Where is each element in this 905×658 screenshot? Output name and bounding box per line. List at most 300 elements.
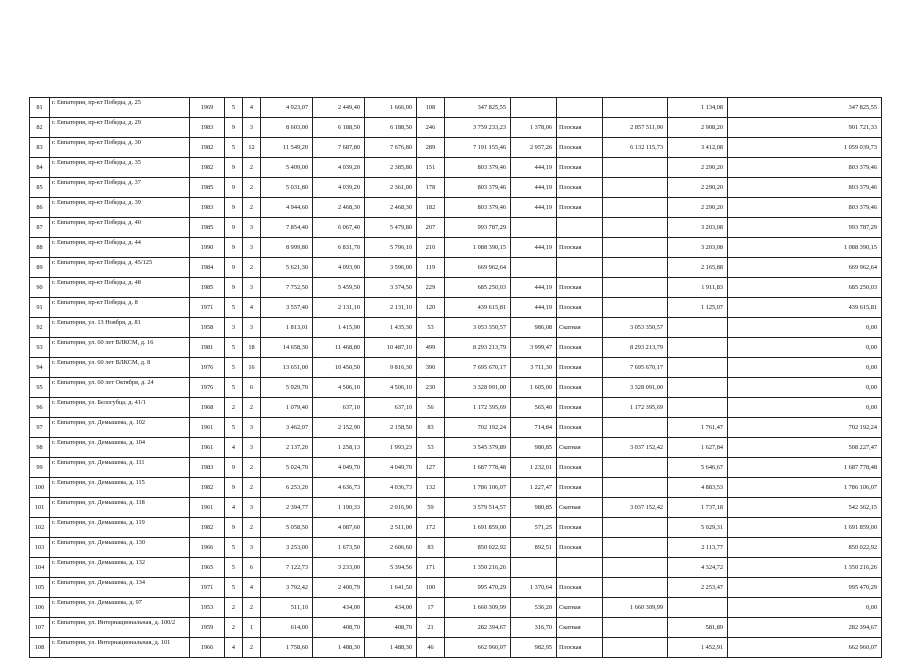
cell-entrances: 3 xyxy=(243,118,261,138)
cell-living-area: 2 400,79 xyxy=(313,578,365,598)
cell-roof-type: Плоская xyxy=(557,338,603,358)
cell-row-number: 90 xyxy=(30,278,50,298)
cell-floors: 9 xyxy=(225,518,243,538)
cell-year-built: 1966 xyxy=(190,538,225,558)
cell-roof-type: Плоская xyxy=(557,358,603,378)
cell-year-built: 1976 xyxy=(190,378,225,398)
cell-total-cost: 662 960,07 xyxy=(445,638,511,658)
cell-year-built: 1983 xyxy=(190,198,225,218)
cell-residents: 182 xyxy=(417,198,445,218)
cell-year-built: 1968 xyxy=(190,398,225,418)
cell-residential-area: 2 606,60 xyxy=(365,538,417,558)
cell-entrances: 3 xyxy=(243,498,261,518)
cell-residents: 119 xyxy=(417,258,445,278)
cell-residents: 53 xyxy=(417,318,445,338)
cell-residential-area: 1 488,30 xyxy=(365,638,417,658)
cell-year-built: 1981 xyxy=(190,338,225,358)
cell-address: г. Евпатория, ул. Демышева, д. 119 xyxy=(50,518,190,538)
cell-row-number: 104 xyxy=(30,558,50,578)
cell-remaining-cost: 662 960,07 xyxy=(728,638,882,658)
cell-unit-cost: 1 370,64 xyxy=(511,578,557,598)
cell-total-area: 5 621,30 xyxy=(261,258,313,278)
cell-total-cost: 1 660 309,99 xyxy=(445,598,511,618)
cell-year-built: 1985 xyxy=(190,278,225,298)
cell-entrances: 2 xyxy=(243,458,261,478)
cell-year-built: 1965 xyxy=(190,558,225,578)
cell-residential-area: 4 049,70 xyxy=(365,458,417,478)
cell-residents: 100 xyxy=(417,578,445,598)
cell-total-area: 6 253,20 xyxy=(261,478,313,498)
cell-living-area: 11 468,80 xyxy=(313,338,365,358)
cell-unit-cost: 571,25 xyxy=(511,518,557,538)
cell-row-number: 84 xyxy=(30,158,50,178)
cell-total-area: 8 999,80 xyxy=(261,238,313,258)
table-row xyxy=(30,138,882,158)
cell-remaining-cost: 347 825,55 xyxy=(728,98,882,118)
cell-total-area: 11 549,20 xyxy=(261,138,313,158)
cell-row-number: 98 xyxy=(30,438,50,458)
cell-year-built: 1982 xyxy=(190,518,225,538)
cell-remaining-cost: 702 192,24 xyxy=(728,418,882,438)
cell-floors: 9 xyxy=(225,458,243,478)
cell-living-area: 2 152,90 xyxy=(313,418,365,438)
cell-total-area: 1 758,60 xyxy=(261,638,313,658)
cell-year-built: 1953 xyxy=(190,598,225,618)
cell-remaining-cost: 993 787,29 xyxy=(728,218,882,238)
cell-floors: 9 xyxy=(225,238,243,258)
cell-floors: 5 xyxy=(225,358,243,378)
table-row xyxy=(30,218,882,238)
cell-floors: 2 xyxy=(225,398,243,418)
cell-residents: 132 xyxy=(417,478,445,498)
cell-residents: 108 xyxy=(417,98,445,118)
cell-roof-cost: 3 053 350,57 xyxy=(603,318,668,338)
cell-living-area: 4 039,20 xyxy=(313,178,365,198)
cell-remaining-cost: 508 227,47 xyxy=(728,438,882,458)
cell-total-cost: 439 615,81 xyxy=(445,298,511,318)
cell-roof-type xyxy=(557,258,603,278)
cell-address: г. Евпатория, пр-кт Победы, д. 40 xyxy=(50,218,190,238)
cell-total-area: 1 079,40 xyxy=(261,398,313,418)
cell-floors: 5 xyxy=(225,418,243,438)
cell-address: г. Евпатория, ул. Демышева, д. 132 xyxy=(50,558,190,578)
cell-residents: 499 xyxy=(417,338,445,358)
cell-total-cost: 7 191 155,46 xyxy=(445,138,511,158)
cell-total-cost: 803 379,46 xyxy=(445,178,511,198)
cell-floors: 9 xyxy=(225,278,243,298)
cell-residential-area: 1 666,00 xyxy=(365,98,417,118)
cell-residential-area: 2 361,00 xyxy=(365,178,417,198)
cell-entrances: 2 xyxy=(243,478,261,498)
cell-reserve: 2 253,47 xyxy=(668,578,728,598)
cell-total-area: 4 944,60 xyxy=(261,198,313,218)
cell-roof-type xyxy=(557,218,603,238)
cell-entrances: 2 xyxy=(243,598,261,618)
cell-unit-cost: 565,40 xyxy=(511,398,557,418)
table-row xyxy=(30,278,882,298)
cell-unit-cost: 3 999,47 xyxy=(511,338,557,358)
cell-total-area: 5 058,50 xyxy=(261,518,313,538)
cell-remaining-cost: 1 059 039,73 xyxy=(728,138,882,158)
cell-roof-cost xyxy=(603,518,668,538)
cell-address: г. Евпатория, ул. Белогубца, д. 41/1 xyxy=(50,398,190,418)
cell-row-number: 101 xyxy=(30,498,50,518)
cell-address: г. Евпатория, пр-кт Победы, д. 48 xyxy=(50,278,190,298)
cell-roof-type: Скатная xyxy=(557,318,603,338)
cell-roof-cost: 8 293 213,79 xyxy=(603,338,668,358)
cell-row-number: 106 xyxy=(30,598,50,618)
cell-total-cost: 3 545 379,89 xyxy=(445,438,511,458)
cell-entrances: 3 xyxy=(243,438,261,458)
cell-roof-type: Плоская xyxy=(557,518,603,538)
cell-living-area: 10 450,50 xyxy=(313,358,365,378)
cell-entrances: 2 xyxy=(243,518,261,538)
cell-residential-area: 2 385,80 xyxy=(365,158,417,178)
cell-remaining-cost: 542 362,15 xyxy=(728,498,882,518)
cell-living-area: 4 049,70 xyxy=(313,458,365,478)
cell-row-number: 88 xyxy=(30,238,50,258)
cell-remaining-cost: 803 379,46 xyxy=(728,158,882,178)
cell-roof-cost: 3 037 152,42 xyxy=(603,498,668,518)
cell-row-number: 85 xyxy=(30,178,50,198)
cell-roof-type: Скатная xyxy=(557,438,603,458)
cell-reserve xyxy=(668,318,728,338)
cell-reserve: 1 627,84 xyxy=(668,438,728,458)
cell-unit-cost: 444,19 xyxy=(511,278,557,298)
table-row xyxy=(30,638,882,658)
cell-living-area: 6 188,50 xyxy=(313,118,365,138)
cell-year-built: 1990 xyxy=(190,238,225,258)
cell-residential-area: 4 506,10 xyxy=(365,378,417,398)
cell-roof-type: Скатная xyxy=(557,498,603,518)
cell-reserve xyxy=(668,338,728,358)
cell-entrances: 2 xyxy=(243,638,261,658)
cell-total-cost: 1 786 106,07 xyxy=(445,478,511,498)
cell-residents: 46 xyxy=(417,638,445,658)
cell-residents: 210 xyxy=(417,238,445,258)
cell-total-cost: 8 293 213,79 xyxy=(445,338,511,358)
cell-residential-area: 7 676,80 xyxy=(365,138,417,158)
cell-roof-cost xyxy=(603,418,668,438)
table-row xyxy=(30,558,882,578)
cell-residential-area: 5 479,80 xyxy=(365,218,417,238)
cell-unit-cost: 444,19 xyxy=(511,298,557,318)
cell-address: г. Евпатория, пр-кт Победы, д. 35 xyxy=(50,158,190,178)
cell-residents: 171 xyxy=(417,558,445,578)
cell-address: г. Евпатория, пр-кт Победы, д. 8 xyxy=(50,298,190,318)
cell-row-number: 102 xyxy=(30,518,50,538)
cell-living-area: 2 468,30 xyxy=(313,198,365,218)
cell-roof-cost xyxy=(603,98,668,118)
cell-roof-type: Скатная xyxy=(557,618,603,638)
cell-entrances: 12 xyxy=(243,138,261,158)
cell-roof-type: Плоская xyxy=(557,118,603,138)
table-row xyxy=(30,338,882,358)
cell-floors: 9 xyxy=(225,198,243,218)
cell-remaining-cost: 1 687 778,48 xyxy=(728,458,882,478)
cell-entrances: 1 xyxy=(243,618,261,638)
cell-total-cost: 1 350 216,26 xyxy=(445,558,511,578)
cell-total-area: 3 253,00 xyxy=(261,538,313,558)
cell-unit-cost: 980,85 xyxy=(511,438,557,458)
cell-residents: 120 xyxy=(417,298,445,318)
cell-roof-type: Плоская xyxy=(557,538,603,558)
cell-reserve: 4 883,53 xyxy=(668,478,728,498)
table-row xyxy=(30,478,882,498)
cell-roof-type: Плоская xyxy=(557,458,603,478)
cell-unit-cost: 444,19 xyxy=(511,238,557,258)
cell-unit-cost xyxy=(511,258,557,278)
cell-entrances: 3 xyxy=(243,538,261,558)
cell-residential-area: 6 188,50 xyxy=(365,118,417,138)
cell-entrances: 18 xyxy=(243,338,261,358)
cell-remaining-cost: 0,00 xyxy=(728,318,882,338)
cell-row-number: 83 xyxy=(30,138,50,158)
cell-year-built: 1985 xyxy=(190,218,225,238)
cell-living-area: 1 190,33 xyxy=(313,498,365,518)
cell-reserve xyxy=(668,598,728,618)
table-row xyxy=(30,358,882,378)
cell-year-built: 1971 xyxy=(190,578,225,598)
table-row xyxy=(30,198,882,218)
cell-unit-cost: 1 605,00 xyxy=(511,378,557,398)
cell-residents: 127 xyxy=(417,458,445,478)
cell-roof-cost: 1 660 309,99 xyxy=(603,598,668,618)
cell-unit-cost: 1 227,47 xyxy=(511,478,557,498)
table-row xyxy=(30,178,882,198)
cell-residential-area: 2 511,00 xyxy=(365,518,417,538)
cell-unit-cost: 2 957,26 xyxy=(511,138,557,158)
cell-row-number: 86 xyxy=(30,198,50,218)
cell-row-number: 107 xyxy=(30,618,50,638)
cell-roof-cost xyxy=(603,258,668,278)
cell-remaining-cost: 901 721,33 xyxy=(728,118,882,138)
cell-total-cost: 803 379,46 xyxy=(445,198,511,218)
cell-roof-cost xyxy=(603,278,668,298)
cell-remaining-cost: 1 088 390,15 xyxy=(728,238,882,258)
cell-residents: 151 xyxy=(417,158,445,178)
cell-address: г. Евпатория, ул. 60 лет ВЛКСМ, д. 8 xyxy=(50,358,190,378)
cell-address: г. Евпатория, пр-кт Победы, д. 37 xyxy=(50,178,190,198)
cell-address: г. Евпатория, пр-кт Победы, д. 44 xyxy=(50,238,190,258)
cell-reserve: 2 290,20 xyxy=(668,178,728,198)
cell-remaining-cost: 0,00 xyxy=(728,358,882,378)
cell-entrances: 3 xyxy=(243,418,261,438)
cell-total-area: 5 031,80 xyxy=(261,178,313,198)
cell-remaining-cost: 669 962,64 xyxy=(728,258,882,278)
cell-floors: 2 xyxy=(225,618,243,638)
cell-remaining-cost: 803 379,46 xyxy=(728,198,882,218)
cell-reserve: 3 203,08 xyxy=(668,218,728,238)
cell-floors: 9 xyxy=(225,218,243,238)
cell-entrances: 4 xyxy=(243,298,261,318)
cell-row-number: 103 xyxy=(30,538,50,558)
cell-entrances: 2 xyxy=(243,258,261,278)
cell-address: г. Евпатория, ул. Демышева, д. 130 xyxy=(50,538,190,558)
cell-address: г. Евпатория, пр-кт Победы, д. 45/125 xyxy=(50,258,190,278)
cell-unit-cost: 986,08 xyxy=(511,318,557,338)
cell-floors: 5 xyxy=(225,338,243,358)
cell-reserve: 581,89 xyxy=(668,618,728,638)
table-row xyxy=(30,318,882,338)
cell-row-number: 87 xyxy=(30,218,50,238)
cell-living-area: 4 093,90 xyxy=(313,258,365,278)
cell-row-number: 81 xyxy=(30,98,50,118)
table-row xyxy=(30,98,882,118)
cell-roof-cost xyxy=(603,218,668,238)
cell-total-area: 3 792,42 xyxy=(261,578,313,598)
cell-year-built: 1961 xyxy=(190,438,225,458)
table-row xyxy=(30,118,882,138)
cell-living-area: 6 831,70 xyxy=(313,238,365,258)
cell-roof-type: Скатная xyxy=(557,598,603,618)
cell-floors: 9 xyxy=(225,118,243,138)
cell-roof-cost: 1 172 395,69 xyxy=(603,398,668,418)
cell-floors: 5 xyxy=(225,298,243,318)
cell-roof-type: Плоская xyxy=(557,638,603,658)
cell-address: г. Евпатория, ул. Интернациональная, д. 100/2 xyxy=(50,618,190,638)
cell-living-area: 5 459,50 xyxy=(313,278,365,298)
table-row xyxy=(30,498,882,518)
cell-remaining-cost: 0,00 xyxy=(728,398,882,418)
cell-reserve: 2 113,77 xyxy=(668,538,728,558)
cell-total-area: 14 658,30 xyxy=(261,338,313,358)
cell-residential-area: 1 993,23 xyxy=(365,438,417,458)
cell-entrances: 2 xyxy=(243,398,261,418)
cell-year-built: 1966 xyxy=(190,638,225,658)
cell-residential-area: 4 036,73 xyxy=(365,478,417,498)
cell-total-cost: 993 787,29 xyxy=(445,218,511,238)
cell-roof-cost: 2 857 511,90 xyxy=(603,118,668,138)
cell-total-area: 7 854,40 xyxy=(261,218,313,238)
cell-year-built: 1985 xyxy=(190,178,225,198)
cell-entrances: 4 xyxy=(243,578,261,598)
cell-roof-type: Плоская xyxy=(557,378,603,398)
cell-floors: 5 xyxy=(225,578,243,598)
cell-residential-area: 3 374,50 xyxy=(365,278,417,298)
table-row xyxy=(30,518,882,538)
cell-remaining-cost: 995 470,29 xyxy=(728,578,882,598)
cell-residential-area: 5 796,10 xyxy=(365,238,417,258)
cell-total-cost: 1 691 859,00 xyxy=(445,518,511,538)
cell-year-built: 1961 xyxy=(190,498,225,518)
cell-total-area: 5 409,00 xyxy=(261,158,313,178)
cell-roof-cost: 7 695 670,17 xyxy=(603,358,668,378)
cell-roof-cost: 6 132 115,73 xyxy=(603,138,668,158)
cell-total-cost: 3 328 091,00 xyxy=(445,378,511,398)
cell-year-built: 1971 xyxy=(190,298,225,318)
cell-row-number: 99 xyxy=(30,458,50,478)
cell-row-number: 82 xyxy=(30,118,50,138)
housing-table xyxy=(29,97,882,658)
cell-entrances: 4 xyxy=(243,98,261,118)
cell-entrances: 3 xyxy=(243,318,261,338)
cell-address: г. Евпатория, пр-кт Победы, д. 29 xyxy=(50,118,190,138)
cell-address: г. Евпатория, ул. Интернациональная, д. 101 xyxy=(50,638,190,658)
cell-reserve xyxy=(668,378,728,398)
cell-residents: 53 xyxy=(417,438,445,458)
table-row xyxy=(30,458,882,478)
table-row xyxy=(30,158,882,178)
cell-row-number: 108 xyxy=(30,638,50,658)
cell-year-built: 1976 xyxy=(190,358,225,378)
cell-row-number: 91 xyxy=(30,298,50,318)
cell-unit-cost: 444,19 xyxy=(511,198,557,218)
cell-roof-cost xyxy=(603,298,668,318)
cell-row-number: 92 xyxy=(30,318,50,338)
cell-living-area: 6 067,40 xyxy=(313,218,365,238)
cell-roof-type xyxy=(557,558,603,578)
cell-living-area: 4 039,20 xyxy=(313,158,365,178)
cell-residents: 56 xyxy=(417,398,445,418)
table-row xyxy=(30,398,882,418)
cell-reserve: 2 290,20 xyxy=(668,158,728,178)
cell-total-area: 511,10 xyxy=(261,598,313,618)
cell-entrances: 3 xyxy=(243,218,261,238)
cell-residents: 83 xyxy=(417,538,445,558)
cell-roof-cost xyxy=(603,618,668,638)
cell-residents: 59 xyxy=(417,498,445,518)
cell-reserve: 5 646,67 xyxy=(668,458,728,478)
cell-floors: 5 xyxy=(225,98,243,118)
cell-residential-area: 408,70 xyxy=(365,618,417,638)
cell-residents: 229 xyxy=(417,278,445,298)
cell-residents: 230 xyxy=(417,378,445,398)
cell-total-cost: 3 579 514,57 xyxy=(445,498,511,518)
cell-residential-area: 1 641,50 xyxy=(365,578,417,598)
cell-living-area: 2 449,40 xyxy=(313,98,365,118)
cell-row-number: 100 xyxy=(30,478,50,498)
cell-unit-cost: 892,51 xyxy=(511,538,557,558)
cell-total-area: 614,00 xyxy=(261,618,313,638)
cell-total-cost: 3 759 233,23 xyxy=(445,118,511,138)
cell-floors: 5 xyxy=(225,538,243,558)
cell-residents: 289 xyxy=(417,138,445,158)
cell-unit-cost: 1 232,01 xyxy=(511,458,557,478)
cell-floors: 4 xyxy=(225,498,243,518)
table-row xyxy=(30,378,882,398)
cell-total-area: 4 923,07 xyxy=(261,98,313,118)
cell-reserve: 1 737,18 xyxy=(668,498,728,518)
cell-residential-area: 2 468,30 xyxy=(365,198,417,218)
cell-year-built: 1984 xyxy=(190,258,225,278)
cell-roof-type: Плоская xyxy=(557,178,603,198)
cell-reserve: 3 203,08 xyxy=(668,238,728,258)
cell-unit-cost: 1 378,06 xyxy=(511,118,557,138)
cell-remaining-cost: 0,00 xyxy=(728,338,882,358)
cell-remaining-cost: 850 022,92 xyxy=(728,538,882,558)
cell-unit-cost: 980,85 xyxy=(511,498,557,518)
cell-reserve: 3 412,08 xyxy=(668,138,728,158)
cell-roof-type xyxy=(557,98,603,118)
cell-total-area: 8 603,00 xyxy=(261,118,313,138)
cell-roof-type: Плоская xyxy=(557,238,603,258)
cell-total-area: 7 752,50 xyxy=(261,278,313,298)
cell-living-area: 7 687,80 xyxy=(313,138,365,158)
cell-roof-cost: 3 328 091,00 xyxy=(603,378,668,398)
cell-total-area: 1 813,01 xyxy=(261,318,313,338)
cell-residential-area: 434,00 xyxy=(365,598,417,618)
table-row xyxy=(30,418,882,438)
cell-roof-type: Плоская xyxy=(557,578,603,598)
cell-floors: 9 xyxy=(225,258,243,278)
cell-address: г. Евпатория, ул. Демышева, д. 102 xyxy=(50,418,190,438)
cell-total-cost: 995 470,29 xyxy=(445,578,511,598)
cell-row-number: 97 xyxy=(30,418,50,438)
cell-residential-area: 3 596,00 xyxy=(365,258,417,278)
cell-total-cost: 1 687 778,48 xyxy=(445,458,511,478)
cell-unit-cost xyxy=(511,558,557,578)
